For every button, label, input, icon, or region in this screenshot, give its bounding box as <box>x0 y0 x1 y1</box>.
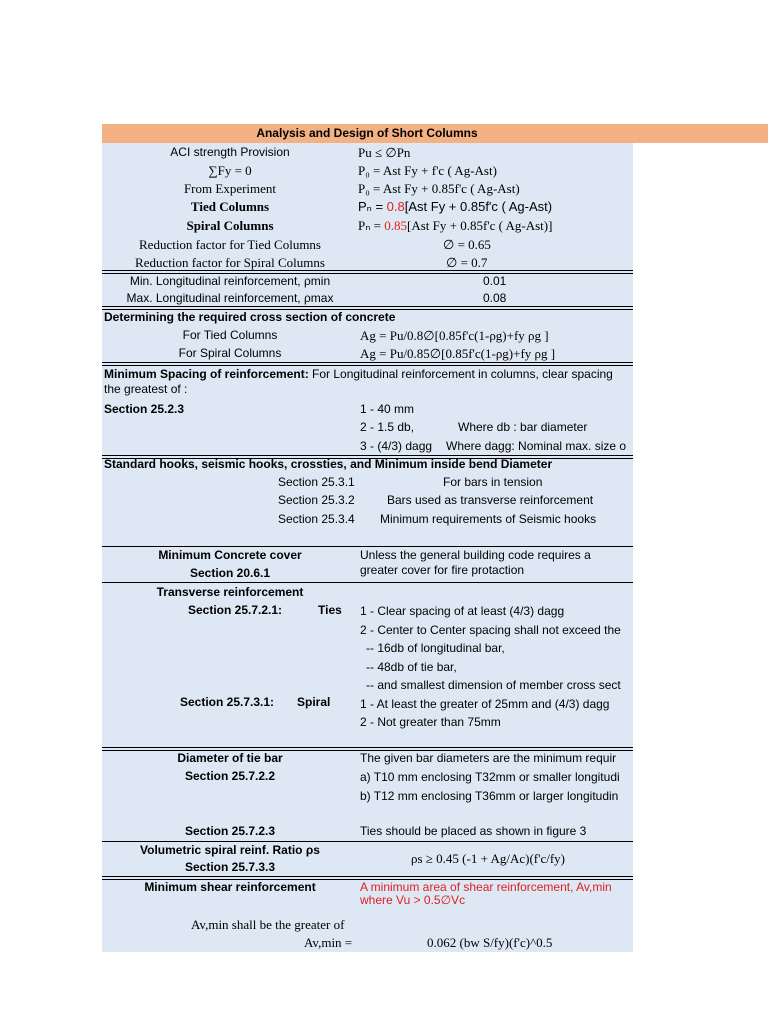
spiral-ratio-section: Section 25.7.3.3 <box>184 860 276 874</box>
divider <box>102 362 633 366</box>
aci-row <box>102 181 633 199</box>
spacing-line2: the greatest of : <box>104 382 188 396</box>
aci-value: P₀ = Ast Fy + 0.85f'c ( Ag-Ast) <box>358 181 520 196</box>
tie-bar-item: The given bar diameters are the minimum requir <box>360 751 617 765</box>
ties-item: -- 16db of longitudinal bar, <box>366 641 505 655</box>
rho-label: Min. Longitudinal reinforcement, ρmin <box>129 274 331 288</box>
spacing-note: Where dagg: Nominal max. size o <box>446 439 627 453</box>
cross-section-row <box>102 328 633 346</box>
spacing-item: 1 - 40 mm <box>360 402 415 416</box>
shear-avmin: Av,min = <box>304 935 353 950</box>
hooks-text: Minimum requirements of Seismic hooks <box>380 512 597 526</box>
aci-row <box>102 237 633 255</box>
tie-bar-item: b) T12 mm enclosing T36mm or larger longitudin <box>360 789 619 803</box>
spacing-section: Section 25.2.3 <box>104 402 185 416</box>
hooks-section: Section 25.3.4 <box>278 512 355 526</box>
cross-section-label: For Spiral Columns <box>178 346 282 360</box>
cross-section-heading: Determining the required cross section of concrete <box>104 310 396 324</box>
aci-row-spiral <box>102 218 633 237</box>
aci-row-tied <box>102 199 633 218</box>
aci-row <box>102 255 633 271</box>
cover-label: Minimum Concrete cover <box>158 548 302 562</box>
aci-row <box>102 145 633 163</box>
rho-row <box>102 274 633 291</box>
hooks-section: Section 25.3.2 <box>278 493 355 507</box>
tie-bar-label: Diameter of tie bar <box>177 751 283 765</box>
spacing-item: 3 - (4/3) dagg <box>360 439 433 453</box>
cross-section-label: For Tied Columns <box>182 328 278 342</box>
transverse-label-row <box>102 585 633 602</box>
aci-value: ∅ = 0.7 <box>446 255 488 270</box>
divider <box>102 841 633 842</box>
spiral-ratio-formula: ρs ≥ 0.45 (-1 + Ag/Ac)(f'c/fy) <box>411 851 565 866</box>
ties-item: -- and smallest dimension of member cross sect <box>366 678 621 692</box>
divider <box>102 582 633 583</box>
aci-value: Pu ≤ ∅Pn <box>358 145 411 160</box>
shear-label: Minimum shear reinforcement <box>144 880 316 894</box>
title-bar <box>102 124 768 143</box>
aci-value: P₀ = Ast Fy + f'c ( Ag-Ast) <box>358 163 497 178</box>
cross-section-formula: Ag = Pu/0.8∅[0.85f'c(1-ρg)+fy ρg ] <box>360 328 549 343</box>
cover-text: greater cover for fire protaction <box>360 563 525 577</box>
ties-word: Ties <box>318 603 342 617</box>
cross-section-formula: Ag = Pu/0.85∅[0.85f'c(1-ρg)+fy ρg ] <box>360 346 556 361</box>
tie-bar-text2: Ties should be placed as shown in figure 3 <box>360 824 587 838</box>
spiral-item: 2 - Not greater than 75mm <box>360 715 501 729</box>
transverse-label: Transverse reinforcement <box>156 585 304 599</box>
aci-label: ∑Fy = 0 <box>208 163 252 178</box>
rho-value: 0.08 <box>483 291 507 305</box>
cover-section: Section 20.6.1 <box>189 566 271 580</box>
hooks-section: Section 25.3.1 <box>278 475 355 489</box>
rho-label: Max. Longitudinal reinforcement, ρmax <box>126 291 334 305</box>
shear-text: where Vu > 0.5∅Vc <box>360 893 466 907</box>
tie-bar-section2: Section 25.7.2.3 <box>184 824 276 838</box>
cover-text: Unless the general building code requires a <box>360 548 591 562</box>
tie-bar-section: Section 25.7.2.2 <box>184 769 276 783</box>
spiral-word: Spiral <box>297 695 331 709</box>
divider <box>102 546 633 547</box>
shear-text: A minimum area of shear reinforcement, Av,min <box>360 880 612 894</box>
shear-formula: 0.062 (bw S/fy)(f'c)^0.5 <box>427 935 553 950</box>
hooks-text: For bars in tension <box>443 475 543 489</box>
spacing-heading: Minimum Spacing of reinforcement: For Longitudinal reinforcement in columns, clear spacing <box>104 367 613 381</box>
spiral-section: Section 25.7.3.1: <box>180 695 275 709</box>
ties-item: 2 - Center to Center spacing shall not exceed the <box>360 623 621 637</box>
aci-label: From Experiment <box>183 181 277 196</box>
spreadsheet <box>102 0 768 1024</box>
tied-label: Tied Columns <box>190 199 270 214</box>
ties-section: Section 25.7.2.1: <box>188 603 283 617</box>
aci-value: ∅ = 0.65 <box>443 237 491 252</box>
hooks-text: Bars used as transverse reinforcement <box>387 493 594 507</box>
spiral-formula: Pₙ = 0.85[Ast Fy + 0.85f'c ( Ag-Ast)] <box>358 218 553 233</box>
ties-item: 1 - Clear spacing of at least (4/3) dagg <box>360 604 565 618</box>
aci-row <box>102 163 633 181</box>
spiral-ratio-label: Volumetric spiral reinf. Ratio ρs <box>140 843 320 857</box>
spacing-item: 2 - 1.5 db, <box>360 420 415 434</box>
spiral-label: Spiral Columns <box>186 218 274 233</box>
spiral-item: 1 - At least the greater of 25mm and (4/3) dagg <box>360 697 610 711</box>
aci-label: Reduction factor for Tied Columns <box>139 237 321 252</box>
shear-greater: Av,min shall be the greater of <box>191 917 345 932</box>
hooks-heading: Standard hooks, seismic hooks, crossties, and Minimum inside bend Diameter <box>104 457 553 471</box>
tie-bar-item: a) T10 mm enclosing T32mm or smaller longitudi <box>360 770 620 784</box>
rho-value: 0.01 <box>483 274 507 288</box>
ties-item: -- 48db of tie bar, <box>366 660 457 674</box>
aci-label: ACI strength Provision <box>170 145 290 159</box>
tied-formula: Pₙ = 0.8[Ast Fy + 0.85f'c ( Ag-Ast) <box>358 199 553 214</box>
sheet-title: Analysis and Design of Short Columns <box>256 126 478 140</box>
aci-label: Reduction factor for Spiral Columns <box>135 255 325 270</box>
spacing-note: Where db : bar diameter <box>458 420 588 434</box>
